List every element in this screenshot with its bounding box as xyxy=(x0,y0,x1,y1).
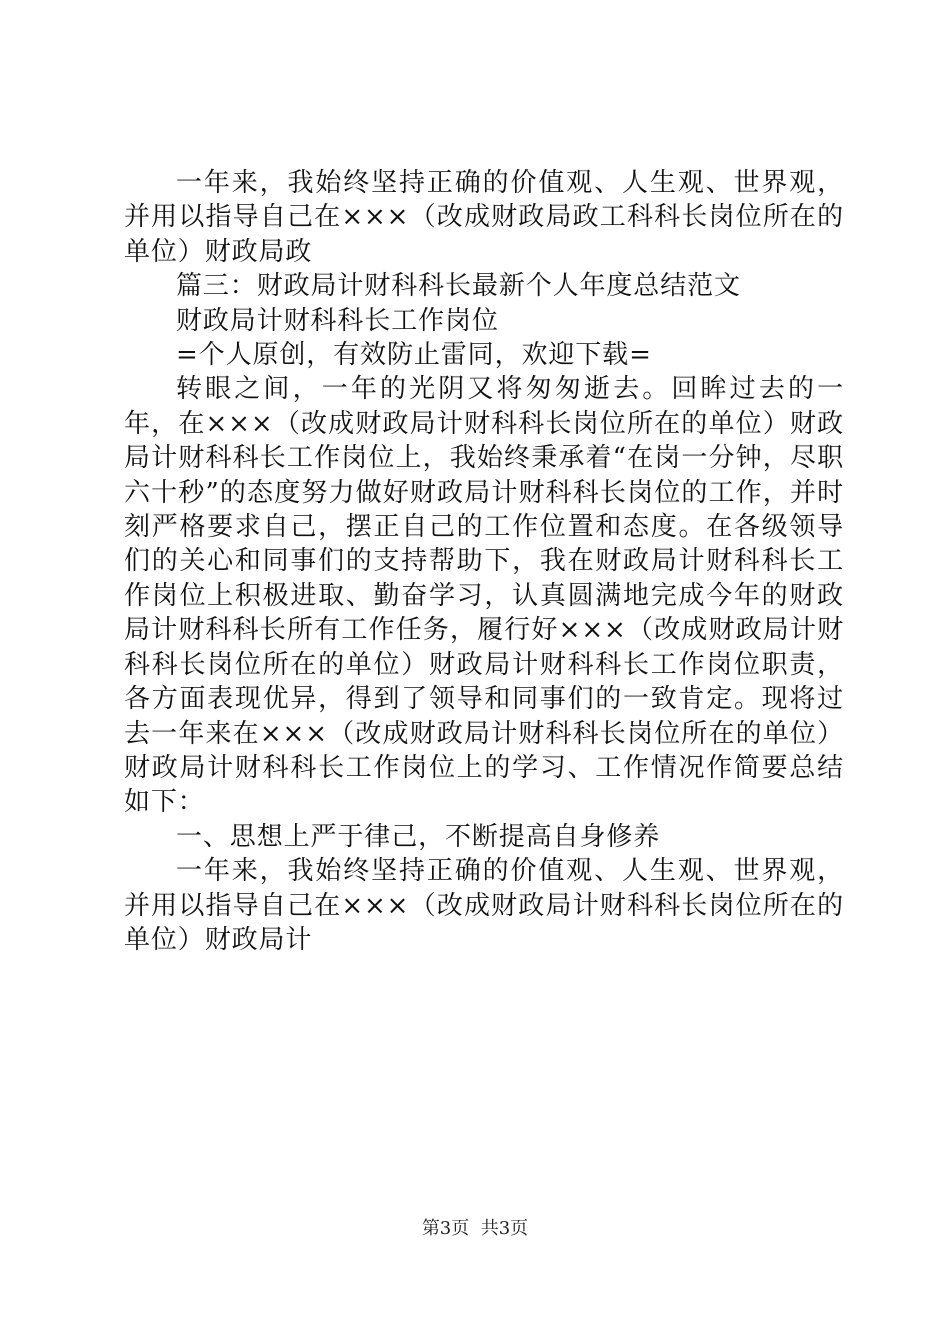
page-footer xyxy=(0,1214,950,1240)
section-heading-part-three: 篇三：财政局计财科科长最新个人年度总结范文 xyxy=(176,271,741,302)
paragraph-closing: 一年来，我始终坚持正确的价值观、人生观、世界观，并用以指导自己在×××（改成财政局计财科科长岗位所在的单位）财政局计 xyxy=(124,856,844,955)
paragraph-summary: 转眼之间，一年的光阴又将匆匆逝去。回眸过去的一年，在×××（改成财政局计财科科长岗位所在的单位）财政局计财科科长工作岗位上，我始终秉承着“在岗一分钟，尽职六十秒”的态度努力做好财政局计财科科长岗位的工作，并时刻严格要求自己，摆正自己的工作位置和态度。在各级领导们的关心和同事们的支持帮助下，我在财政局计财科科长工作岗位上积极进取、勤奋学习，认真圆满地完成今年的财政局计财科科长所有工作任务，履行好×××（改成财政局计财科科长岗位所在的单位）财政局计财科科长工作岗位职责，各方面表现优异，得到了领导和同事们的一致肯定。现将过去一年来在×××（改成财政局计财科科长岗位所在的单位）财政局计财科科长工作岗位上的学习、工作情况作简要总结如下： xyxy=(124,374,844,818)
document-body xyxy=(124,166,844,957)
job-title-line: 财政局计财科科长工作岗位 xyxy=(176,305,499,336)
subheading-thought: 一、思想上严于律己，不断提高自身修养 xyxy=(176,821,661,852)
page-number-label: 第3页 共3页 xyxy=(421,1218,529,1239)
paragraph-intro-continuation: 一年来，我始终坚持正确的价值观、人生观、世界观，并用以指导自己在×××（改成财政局政工科科长岗位所在的单位）财政局政 xyxy=(124,168,844,267)
original-notice-line: =个人原创，有效防止雷同，欢迎下载= xyxy=(176,340,652,371)
